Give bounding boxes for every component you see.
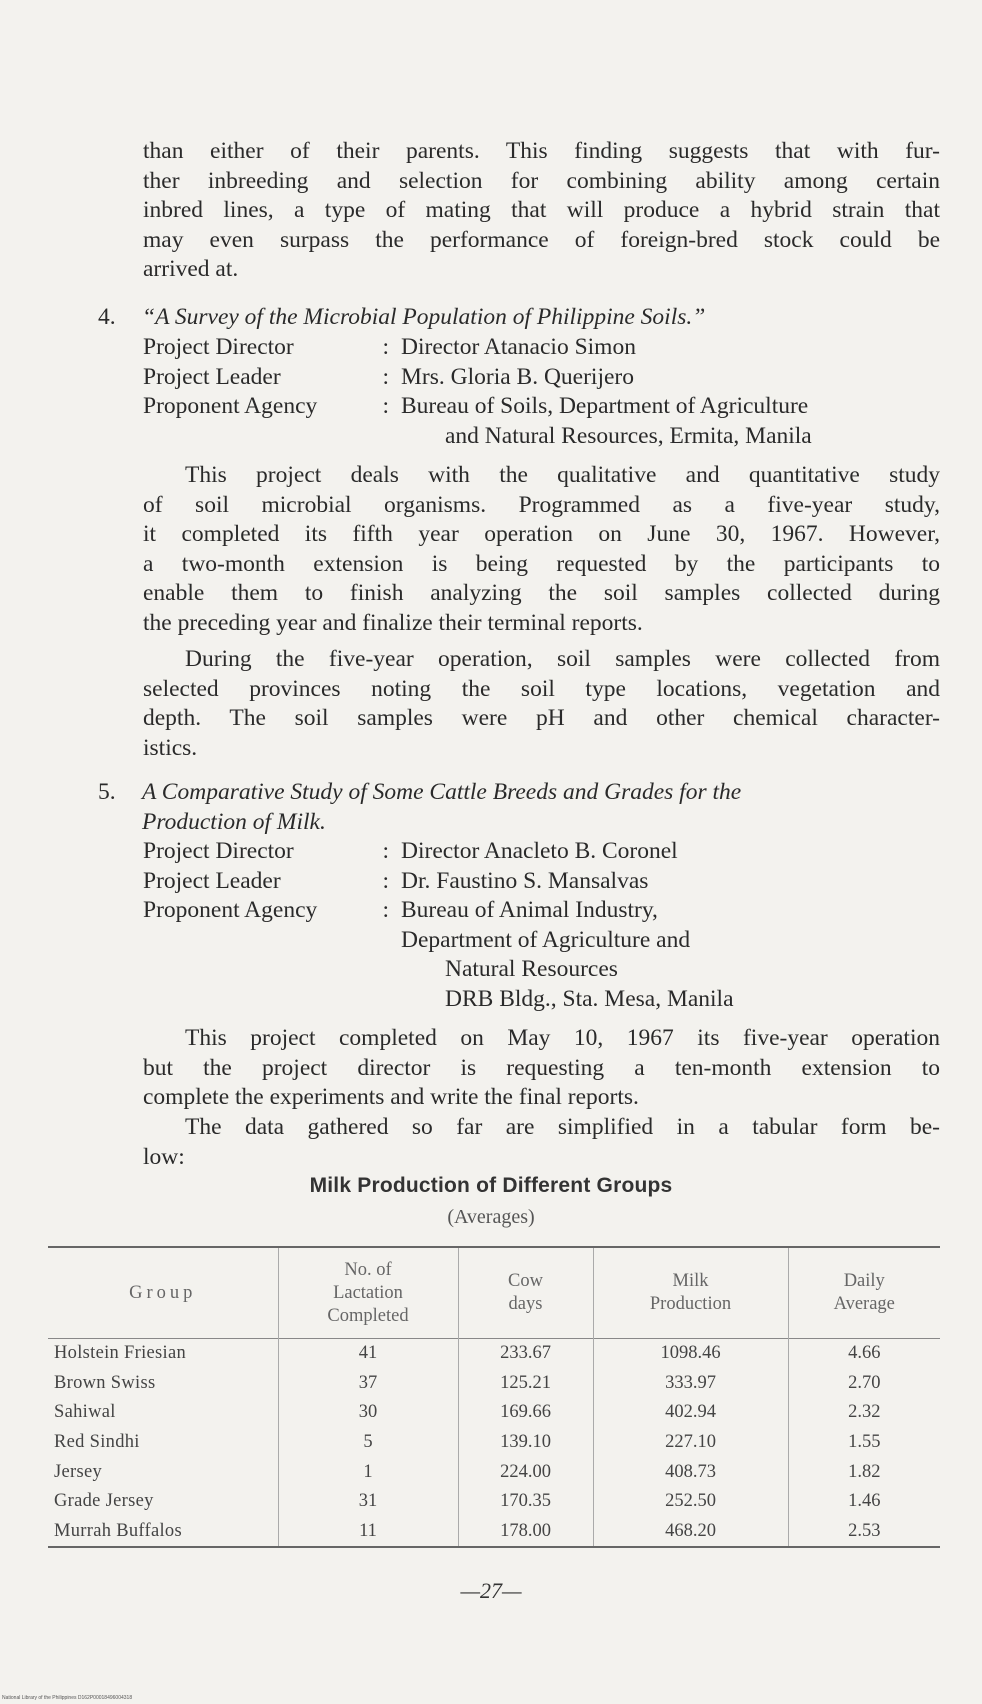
table-title: Milk Production of Different Groups (309, 1174, 673, 1197)
agency-value: DRB Bldg., Sta. Mesa, Manila (445, 985, 734, 1012)
cell-milk: 468.20 (593, 1517, 788, 1548)
leader-value: Mrs. Gloria B. Querijero (401, 363, 634, 390)
item-number: 5. (98, 779, 116, 805)
text-line: arrived at. (143, 256, 239, 282)
cell-daily: 1.46 (788, 1487, 940, 1517)
text-line: The data gathered so far are simplified in a tabular form be- (185, 1114, 940, 1140)
agency-label: Proponent Agency (143, 393, 318, 419)
item-title-text: A Comparative Study of Some Cattle Breeds and Grades for the (142, 779, 742, 805)
text-line: This project deals with the qualitative and quantitative study (185, 462, 940, 488)
table-row (48, 1339, 940, 1369)
cell-group: Jersey (54, 1461, 103, 1482)
cell-lactation: 37 (278, 1369, 458, 1399)
text-line: This project completed on May 10, 1967 its five-year operation (185, 1025, 940, 1051)
cell-lactation: 1 (278, 1457, 458, 1487)
cell-milk: 1098.46 (593, 1339, 788, 1369)
item-5-meta: Project Director : Director Anacleto B. Coronel Project Leader : Dr. Faustino S. Mansalvas Proponent Agency : Bureau of Animal Industry, Department of Agriculture and Natural Resources DRB Bldg., Sta. Mesa, Manila (143, 837, 734, 1014)
leader-label: Project Leader (143, 363, 281, 390)
cell-milk: 227.10 (593, 1428, 788, 1458)
cell-cowdays: 139.10 (458, 1428, 593, 1458)
agency-value: and Natural Resources, Ermita, Manila (445, 422, 812, 449)
item-4-paragraph-1 (143, 461, 940, 638)
cell-lactation: 30 (278, 1398, 458, 1428)
intro-paragraph (143, 137, 940, 285)
column-header-milk: Milk Production (593, 1247, 788, 1339)
item-4-meta: Project Director : Director Atanacio Simon Project Leader : Mrs. Gloria B. Querijero Proponent Agency : Bureau of Soils, Department of Agriculture and Natural Resources, Ermita, Manila (143, 333, 812, 451)
leader-value: Dr. Faustino S. Mansalvas (401, 867, 649, 894)
cell-group: Brown Swiss (54, 1372, 156, 1393)
table-row (48, 1487, 940, 1517)
text-line: enable them to finish analyzing the soil samples collected during (143, 580, 940, 606)
cell-daily: 2.70 (788, 1369, 940, 1399)
column-header-group: Group (129, 1282, 197, 1303)
text-line: it completed its fifth year operation on June 30, 1967. However, (143, 521, 940, 547)
cell-daily: 2.53 (788, 1517, 940, 1548)
cell-cowdays: 233.67 (458, 1339, 593, 1369)
text-line: may even surpass the performance of foreign-bred stock could be (143, 226, 940, 253)
page-number: —27— (460, 1578, 522, 1603)
column-header-daily: Daily Average (788, 1247, 940, 1339)
cell-milk: 333.97 (593, 1369, 788, 1399)
item-5-title (98, 778, 958, 837)
table-row (48, 1517, 940, 1548)
director-label: Project Director (143, 838, 294, 864)
scan-footer: National Library of the Philippines D162P00018496004318 (2, 1695, 133, 1701)
item-5-paragraph-1 (143, 1024, 940, 1113)
text-line: than either of their parents. This finding suggests that with fur- (143, 138, 940, 164)
item-title-text: “A Survey of the Microbial Population of Philippine Soils.” (142, 304, 706, 330)
director-label: Project Director (143, 334, 294, 360)
cell-daily: 1.55 (788, 1428, 940, 1458)
cell-milk: 252.50 (593, 1487, 788, 1517)
cell-lactation: 41 (278, 1339, 458, 1369)
cell-group: Grade Jersey (54, 1491, 154, 1512)
cell-lactation: 11 (278, 1517, 458, 1548)
text-line: During the five-year operation, soil samples were collected from (185, 646, 940, 672)
text-line: selected provinces noting the soil type locations, vegetation and (143, 675, 940, 702)
cell-daily: 4.66 (788, 1339, 940, 1369)
agency-label: Proponent Agency (143, 897, 318, 923)
agency-value: Bureau of Animal Industry, (401, 897, 658, 923)
cell-lactation: 5 (278, 1428, 458, 1458)
cell-cowdays: 169.66 (458, 1398, 593, 1428)
item-number: 4. (98, 304, 116, 330)
cell-group: Sahiwal (54, 1402, 116, 1423)
text-line: of soil microbial organisms. Programmed as a five-year study, (143, 491, 940, 518)
table-row (48, 1428, 940, 1458)
cell-lactation: 31 (278, 1487, 458, 1517)
cell-group: Murrah Buffalos (54, 1520, 182, 1541)
cell-cowdays: 170.35 (458, 1487, 593, 1517)
item-4-paragraph-2 (143, 645, 940, 763)
text-line: inbred lines, a type of mating that will produce a hybrid strain that (143, 197, 940, 223)
column-header-lactation: No. of Lactation Completed (278, 1247, 458, 1339)
text-line: low: (143, 1143, 185, 1170)
agency-value: Department of Agriculture and (401, 926, 691, 953)
text-line: complete the experiments and write the final reports. (143, 1084, 639, 1110)
table-row (48, 1457, 940, 1487)
text-line: ther inbreeding and selection for combining ability among certain (143, 167, 940, 194)
text-line: istics. (143, 734, 198, 761)
table-subtitle: (Averages) (447, 1206, 535, 1228)
table-header-row (48, 1247, 940, 1339)
item-title-text: Production of Milk. (142, 808, 326, 835)
cell-cowdays: 224.00 (458, 1457, 593, 1487)
item-4-title (98, 303, 958, 333)
item-5-paragraph-2 (143, 1113, 940, 1172)
agency-value: Bureau of Soils, Department of Agriculture (401, 393, 809, 419)
text-line: but the project director is requesting a ten-month extension to (143, 1054, 940, 1081)
column-header-cowdays: Cow days (458, 1247, 593, 1339)
cell-daily: 2.32 (788, 1398, 940, 1428)
cell-milk: 408.73 (593, 1457, 788, 1487)
table-row (48, 1398, 940, 1428)
cell-daily: 1.82 (788, 1457, 940, 1487)
text-line: the preceding year and finalize their terminal reports. (143, 609, 643, 636)
cell-group: Red Sindhi (54, 1432, 140, 1453)
leader-label: Project Leader (143, 867, 281, 894)
table-row (48, 1369, 940, 1399)
milk-production-table (48, 1246, 940, 1548)
cell-cowdays: 178.00 (458, 1517, 593, 1548)
agency-value: Natural Resources (445, 956, 618, 982)
cell-group: Holstein Friesian (54, 1343, 187, 1364)
director-value: Director Anacleto B. Coronel (401, 838, 678, 864)
cell-milk: 402.94 (593, 1398, 788, 1428)
director-value: Director Atanacio Simon (401, 334, 636, 360)
cell-cowdays: 125.21 (458, 1369, 593, 1399)
text-line: depth. The soil samples were pH and other chemical character- (143, 705, 940, 731)
text-line: a two-month extension is being requested by the participants to (143, 550, 940, 577)
